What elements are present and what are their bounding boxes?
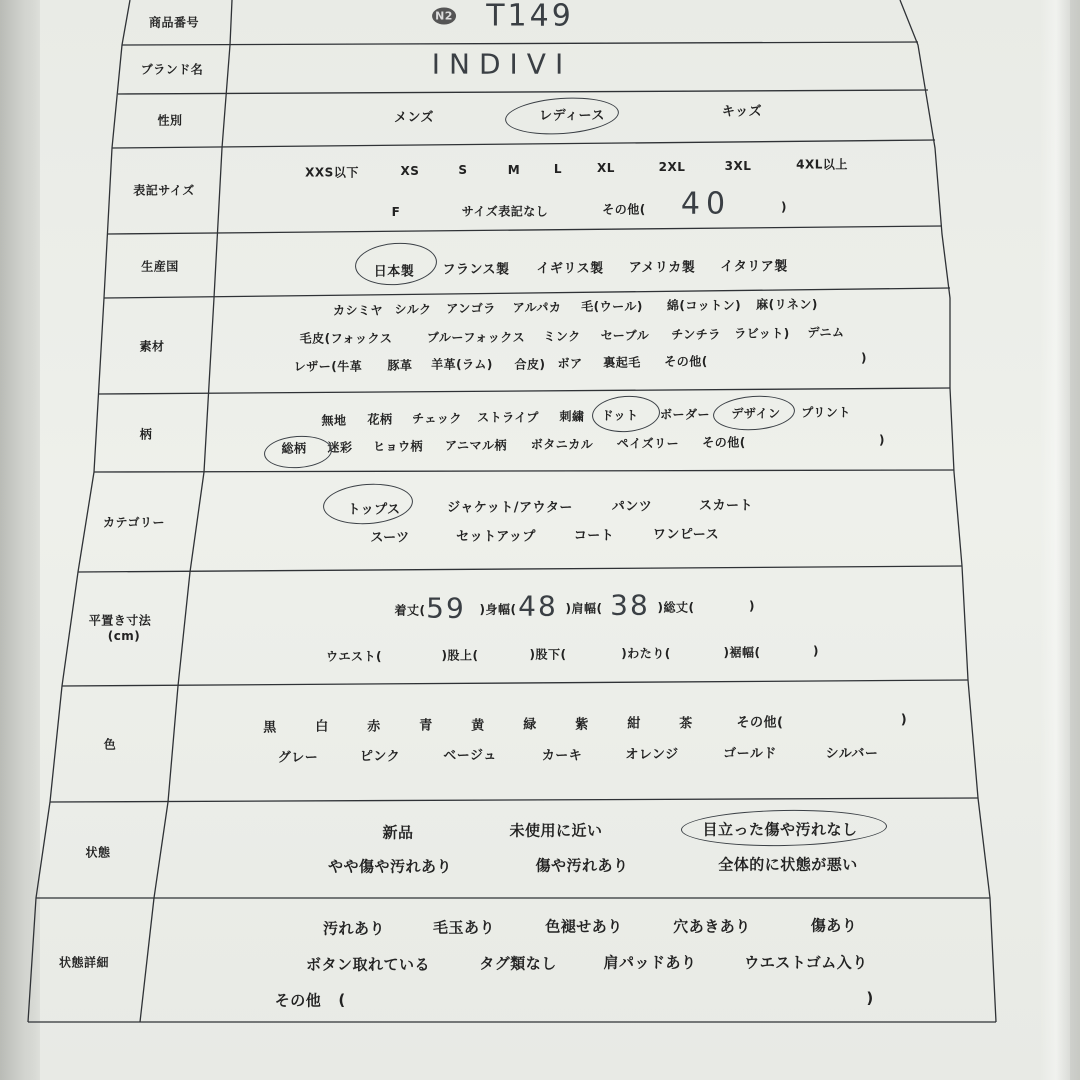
gender-option-ladies: レディース (539, 108, 605, 124)
pattern-floral: 花柄 (367, 412, 393, 427)
material-wool: 毛(ウール) (581, 299, 643, 314)
row-divider-5 (104, 288, 950, 298)
label-country: 生産国 (141, 259, 179, 274)
row-divider-8 (78, 566, 962, 572)
category-onepiece: ワンピース (652, 527, 720, 543)
detail-pilling: 毛玉あり (432, 918, 496, 937)
label-material: 素材 (139, 339, 165, 354)
material-pig-leather: 豚革 (387, 358, 413, 373)
handwritten-length: 59 (426, 591, 466, 625)
material-angora: アンゴラ (446, 301, 496, 316)
row-divider-9 (62, 680, 968, 686)
detail-scratch: 傷あり (810, 916, 858, 935)
material-lamb: 羊革(ラム) (431, 357, 493, 372)
size-m: M (507, 163, 521, 177)
color-yellow: 黄 (471, 718, 485, 734)
gender-option-mens: メンズ (393, 110, 435, 126)
row-divider-1 (122, 42, 918, 45)
category-setup: セットアップ (456, 529, 536, 545)
material-synthetic: 合皮) (514, 357, 546, 372)
table-left-border (28, 0, 130, 1022)
color-white: 白 (315, 719, 329, 735)
material-fur-fox: 毛皮(フォックス (299, 331, 393, 346)
material-other-open: その他( (664, 354, 708, 369)
condition-poor: 全体的に状態が悪い (718, 855, 858, 874)
label-measurements: 平置き寸法 (88, 613, 152, 628)
pattern-check: チェック (412, 411, 462, 426)
pattern-leopard: ヒョウ柄 (372, 439, 424, 454)
detail-other-close: ) (866, 989, 874, 1007)
pattern-stripe: ストライプ (477, 410, 539, 425)
size-2xl: 2XL (658, 160, 686, 174)
row-divider-3 (112, 140, 935, 148)
country-japan: 日本製 (373, 264, 415, 280)
condition-new: 新品 (382, 823, 414, 842)
measure-inseam-open: )股下( (529, 647, 567, 662)
detail-stain: 汚れあり (322, 919, 386, 938)
color-blue: 青 (419, 718, 433, 734)
material-alpaca: アルパカ (512, 300, 562, 315)
pattern-other-open: その他( (702, 435, 746, 450)
color-gold: ゴールド (723, 746, 777, 762)
material-linen: 麻(リネン) (756, 297, 818, 312)
detail-other-open: ( (338, 991, 346, 1009)
pattern-camo: 迷彩 (327, 440, 353, 455)
measure-thigh-open: )わたり( (621, 646, 671, 661)
category-tops: トップス (347, 502, 401, 518)
label-category: カテゴリー (102, 515, 166, 530)
condition-no-noticeable-damage: 目立った傷や汚れなし (702, 820, 858, 839)
measure-hem-close: ) (813, 644, 819, 658)
material-cotton: 綿(コットン) (666, 298, 742, 313)
measure-shoulder-open: )肩幅( (565, 601, 603, 616)
color-brown: 茶 (679, 716, 693, 732)
label-size: 表記サイズ (133, 183, 195, 198)
handwritten-product-number: T149 (486, 0, 574, 34)
material-blue-fox: ブルーフォックス (426, 330, 526, 345)
color-other-open: その他( (736, 715, 784, 731)
condition-damage: 傷や汚れあり (535, 856, 629, 875)
color-pink: ピンク (359, 749, 401, 765)
size-xl: XL (597, 161, 615, 175)
label-column-divider (140, 0, 232, 1022)
label-gender: 性別 (157, 113, 183, 128)
detail-holes: 穴あきあり (673, 917, 751, 936)
size-3xl: 3XL (724, 159, 752, 173)
material-cashmere: カシミヤ (332, 303, 384, 318)
pattern-print: プリント (801, 405, 851, 420)
pattern-paisley: ペイズリー (616, 436, 680, 451)
material-rabbit: ラビット) (734, 326, 790, 341)
row-divider-2 (118, 90, 928, 94)
label-pattern: 柄 (139, 427, 153, 442)
material-mink: ミンク (543, 329, 581, 344)
material-brushed: 裏起毛 (603, 355, 641, 370)
pattern-plain: 無地 (321, 413, 347, 428)
size-f: F (391, 205, 401, 219)
table-right-border (900, 0, 996, 1022)
material-silk: シルク (394, 302, 432, 317)
measure-length-open: 着丈( (394, 603, 426, 618)
color-khaki: カーキ (541, 748, 583, 764)
size-other-close: ) (781, 200, 787, 214)
label-condition-detail: 状態詳細 (58, 955, 110, 970)
condition-slight-damage: やや傷や汚れあり (327, 857, 453, 876)
measure-total-open: )総丈( (657, 600, 695, 615)
label-color: 色 (103, 737, 117, 752)
size-other-open: その他( (602, 202, 646, 217)
size-s: S (458, 163, 468, 177)
row-divider-4 (108, 226, 942, 234)
label-condition: 状態 (85, 845, 111, 860)
color-other-close: ) (900, 712, 908, 728)
detail-no-tags: タグ類なし (479, 954, 557, 973)
pattern-botanical: ボタニカル (530, 437, 594, 452)
size-no-label: サイズ表記なし (461, 204, 549, 219)
pattern-border: ボーダー (659, 407, 711, 422)
detail-fading: 色褪せあり (545, 917, 623, 936)
gender-option-kids: キッズ (721, 104, 763, 120)
pattern-all-over: 総柄 (281, 441, 307, 456)
color-black: 黒 (263, 720, 277, 736)
country-italy: イタリア製 (720, 259, 788, 275)
condition-like-new: 未使用に近い (509, 821, 603, 840)
color-purple: 紫 (575, 717, 589, 733)
handwritten-size: 40 (680, 186, 732, 222)
handwritten-shoulder: 38 (610, 588, 650, 622)
label-product-number: 商品番号 (148, 15, 200, 30)
material-denim: デニム (807, 325, 845, 340)
row-divider-7 (94, 470, 954, 472)
material-leather-cow: レザー(牛革 (293, 359, 363, 374)
detail-other: その他 (274, 991, 322, 1010)
pattern-other-close: ) (879, 433, 885, 447)
measure-width-open: )身幅( (479, 602, 517, 617)
row-divider-10 (50, 798, 978, 802)
material-chinchilla: チンチラ (671, 327, 721, 342)
detail-elastic-waist: ウエストゴム入り (744, 953, 868, 972)
product-number-prefix-stamp: N2 (432, 8, 456, 25)
measure-waist-open: ウエスト( (326, 649, 382, 664)
country-uk: イギリス製 (536, 261, 604, 277)
detail-button-missing: ボタン取れている (305, 955, 431, 974)
color-silver: シルバー (825, 746, 879, 762)
color-navy: 紺 (627, 716, 641, 732)
label-brand: ブランド名 (140, 62, 204, 77)
pattern-animal: アニマル柄 (445, 438, 507, 453)
color-red: 赤 (367, 719, 381, 735)
category-jacket: ジャケット/アウター (447, 500, 573, 516)
category-coat: コート (573, 528, 615, 544)
measure-rise-open: )股上( (441, 648, 479, 663)
detail-shoulder-pad: 肩パッドあり (603, 953, 697, 972)
category-pants: パンツ (611, 499, 653, 515)
material-sable: セーブル (600, 328, 650, 343)
measure-hem-open: )裾幅( (723, 645, 761, 660)
color-green: 緑 (523, 717, 537, 733)
size-l: L (553, 162, 563, 176)
size-4xl: 4XL以上 (796, 157, 848, 172)
category-suit: スーツ (370, 530, 410, 546)
pattern-dot: ドット (601, 408, 639, 423)
size-xxs: XXS以下 (305, 165, 359, 180)
pattern-design: デザイン (731, 406, 781, 421)
size-xs: XS (400, 164, 420, 178)
color-orange: オレンジ (625, 747, 679, 763)
pattern-embroidery: 刺繍 (559, 409, 585, 424)
handwritten-width: 48 (518, 589, 558, 623)
country-france: フランス製 (442, 262, 510, 278)
country-usa: アメリカ製 (628, 260, 696, 276)
material-other-close: ) (861, 351, 867, 365)
measure-total-close: ) (749, 599, 755, 613)
category-skirt: スカート (698, 498, 754, 514)
row-divider-6 (98, 388, 950, 394)
material-boa: ボア (557, 356, 583, 371)
color-beige: ベージュ (443, 748, 497, 764)
handwritten-brand: INDIVI (431, 47, 573, 81)
label-measurements-unit: (cm) (107, 629, 141, 643)
color-gray: グレー (277, 750, 319, 766)
